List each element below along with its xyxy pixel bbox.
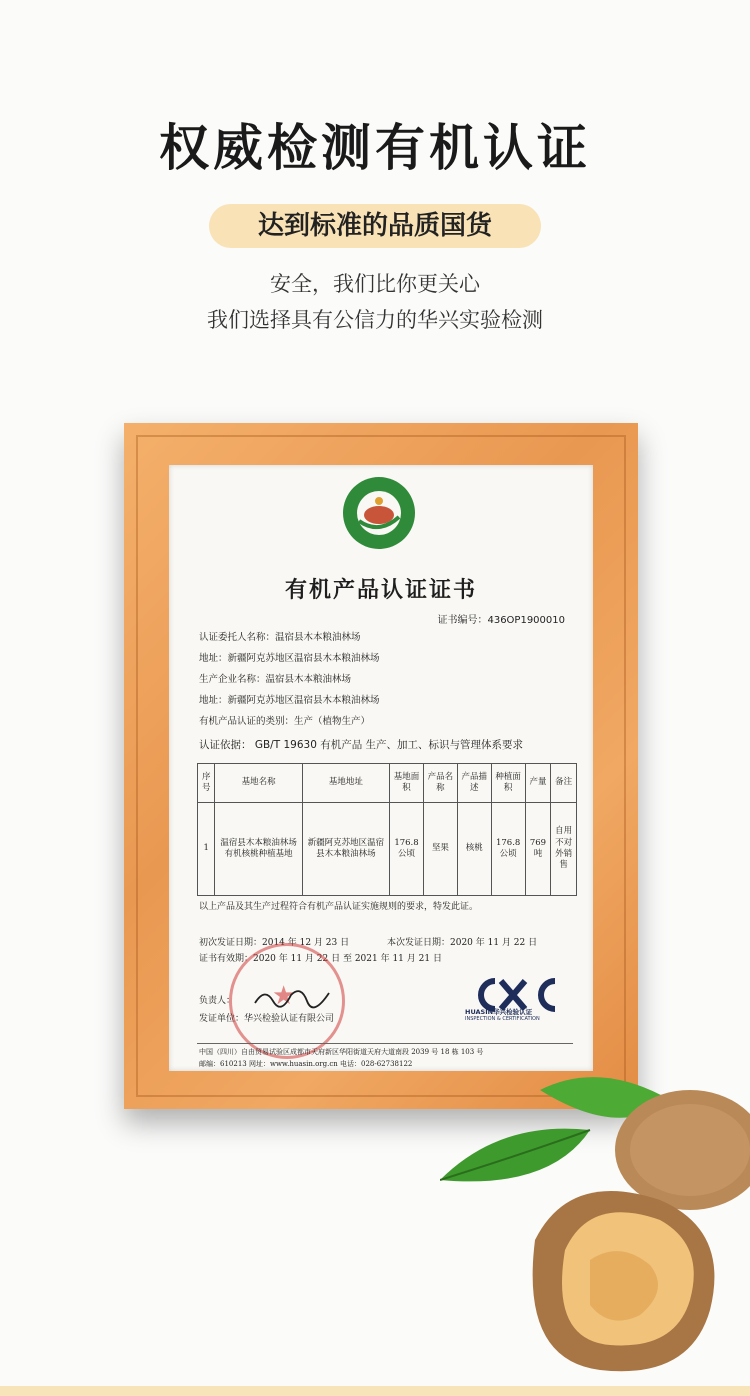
quality-pill: 达到标准的品质国货 bbox=[209, 204, 541, 248]
table-header: 基地面积 bbox=[390, 764, 424, 803]
issuing-body: 发证单位：华兴检验认证有限公司 bbox=[199, 1014, 335, 1024]
walnut-leaf-image bbox=[440, 1060, 750, 1396]
table-header: 备注 bbox=[551, 764, 577, 803]
subtitle-line-2: 我们选择具有公信力的华兴实验检测 bbox=[207, 308, 543, 332]
table-cell: 核桃 bbox=[457, 803, 491, 896]
validity-period: 证书有效期：2020 年 11 月 22 日 至 2021 年 11 月 21 日 bbox=[199, 954, 442, 964]
producer-field: 生产企业名称：温宿县木本粮油林场 bbox=[199, 674, 352, 685]
certification-basis: 认证依据： GB/T 19630 有机产品 生产、加工、标识与管理体系要求 bbox=[199, 739, 524, 751]
table-header: 序号 bbox=[198, 764, 215, 803]
footer-address: 中国（四川）自由贸易试验区成都市天府新区华阳街道天府大道南段 2039 号 18 栋 103 号 bbox=[199, 1048, 484, 1056]
signature-icon bbox=[251, 983, 341, 1011]
footer-divider bbox=[197, 1043, 573, 1044]
table-cell: 769吨 bbox=[525, 803, 551, 896]
table-header: 基地地址 bbox=[302, 764, 389, 803]
applicant-field: 认证委托人名称：温宿县木本粮油林场 bbox=[199, 632, 361, 643]
address-field-1: 地址：新疆阿克苏地区温宿县木本粮油林场 bbox=[199, 653, 380, 664]
seal-star-icon: ★ bbox=[272, 981, 296, 1011]
table-header: 产品名称 bbox=[423, 764, 457, 803]
table-header: 种植面积 bbox=[491, 764, 525, 803]
table-cell: 自用不对外销售 bbox=[551, 803, 577, 896]
table-cell: 新疆阿克苏地区温宿县木本粮油林场 bbox=[302, 803, 389, 896]
table-row bbox=[198, 803, 577, 896]
subtitle-line-1: 安全，我们比你更关心 bbox=[270, 272, 480, 296]
table-cell: 176.8公顷 bbox=[390, 803, 424, 896]
table-cell: 温宿县木本粮油林场有机核桃种植基地 bbox=[215, 803, 302, 896]
statement: 以上产品及其生产过程符合有机产品认证实施规则的要求，特发此证。 bbox=[199, 902, 479, 912]
category-field: 有机产品认证的类别：生产（植物生产） bbox=[199, 716, 371, 727]
address-field-2: 地址：新疆阿克苏地区温宿县木本粮油林场 bbox=[199, 695, 380, 706]
certificate-title: 有机产品认证证书 bbox=[284, 578, 477, 603]
huasin-name: HUASIN华兴检验认证 bbox=[465, 1008, 533, 1016]
this-issue-date: 本次发证日期：2020 年 11 月 22 日 bbox=[387, 938, 538, 948]
certificate bbox=[169, 465, 593, 1071]
table-header: 基地名称 bbox=[215, 764, 302, 803]
page-title: 权威检测有机认证 bbox=[159, 119, 591, 177]
table-cell: 176.8公顷 bbox=[491, 803, 525, 896]
organic-logo-icon bbox=[341, 475, 417, 551]
table-header: 产量 bbox=[525, 764, 551, 803]
certificate-number: 证书编号：436OP1900010 bbox=[437, 615, 565, 626]
bottom-accent-bar bbox=[0, 1386, 750, 1396]
table-header: 产品描述 bbox=[457, 764, 491, 803]
huasin-subtitle: INSPECTION & CERTIFICATION bbox=[465, 1016, 540, 1022]
first-issue-date: 初次发证日期：2014 年 12 月 23 日 bbox=[199, 938, 350, 948]
footer-contact: 邮编：610213 网址：www.huasin.org.cn 电话：028-62738122 bbox=[199, 1060, 413, 1068]
table-cell: 1 bbox=[198, 803, 215, 896]
person-in-charge: 负责人： bbox=[199, 996, 236, 1006]
base-table bbox=[197, 763, 577, 896]
table-cell: 坚果 bbox=[423, 803, 457, 896]
